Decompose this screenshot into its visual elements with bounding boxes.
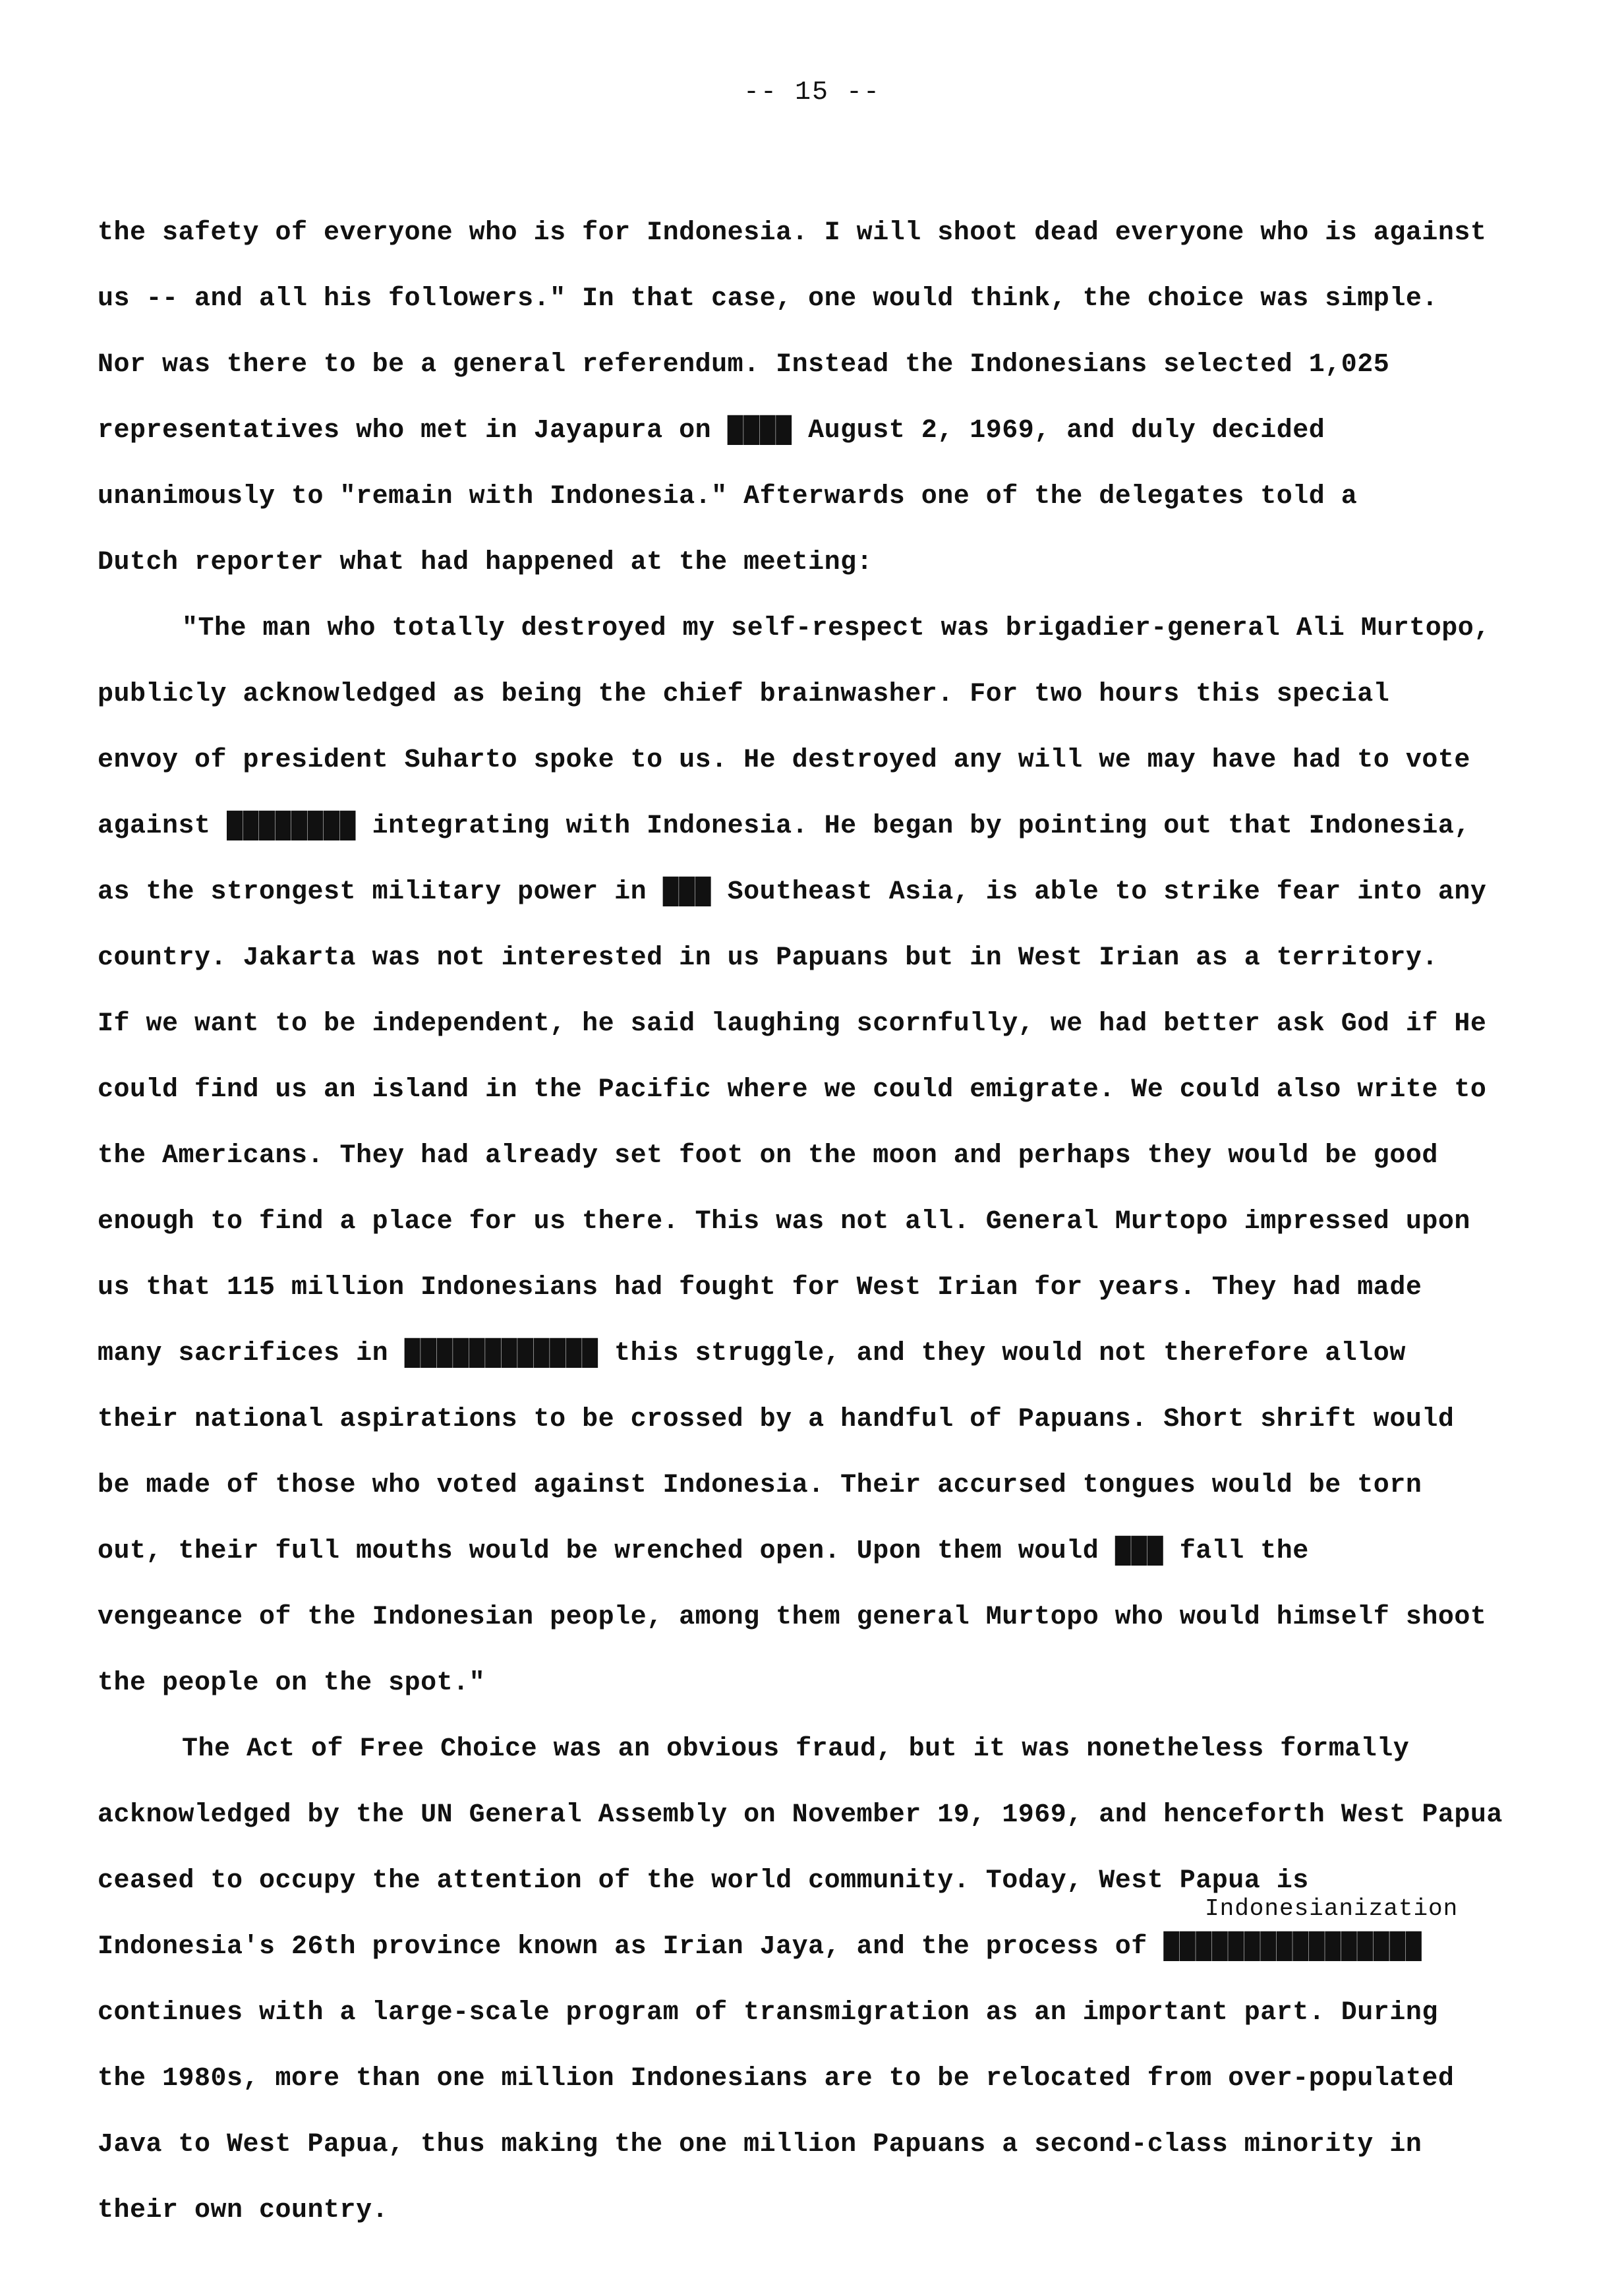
text-line: Indonesia's 26th province known as Irian Jaya, and the process of ████████████████ [98,1932,1422,1962]
text-line: could find us an island in the Pacific where we could emigrate. We could also write to [98,1075,1487,1105]
text-line: the safety of everyone who is for Indonesia. I will shoot dead everyone who is against [98,218,1487,248]
text-line: publicly acknowledged as being the chief brainwasher. For two hours this special [98,680,1390,709]
text-line: ceased to occupy the attention of the world community. Today, West Papua is [98,1866,1309,1896]
text-line: us that 115 million Indonesians had fought for West Irian for years. They had made [98,1273,1422,1303]
text-line: many sacrifices in ████████████ this struggle, and they would not therefore allow [98,1339,1406,1368]
text-line: "The man who totally destroyed my self-respect was brigadier-general Ali Murtopo, [182,614,1490,643]
text-line: the Americans. They had already set foot on the moon and perhaps they would be good [98,1141,1438,1171]
text-line: enough to find a place for us there. This was not all. General Murtopo impressed upon [98,1207,1470,1237]
text-line: the people on the spot." [98,1668,486,1698]
text-line: vengeance of the Indonesian people, among them general Murtopo who would himself shoot [98,1603,1487,1632]
text-line: us -- and all his followers." In that case, one would think, the choice was simple. [98,284,1438,314]
text-line: acknowledged by the UN General Assembly on November 19, 1969, and henceforth West Papua [98,1800,1503,1830]
text-line: their national aspirations to be crossed by a handful of Papuans. Short shrift would [98,1405,1455,1434]
text-line: The Act of Free Choice was an obvious fraud, but it was nonetheless formally [182,1734,1410,1764]
text-line: If we want to be independent, he said laughing scornfully, we had better ask God if He [98,1009,1487,1039]
text-line: continues with a large-scale program of transmigration as an important part. During [98,1998,1438,2028]
text-line: against ████████ integrating with Indonesia. He began by pointing out that Indonesia, [98,811,1470,841]
text-line: be made of those who voted against Indonesia. Their accursed tongues would be torn [98,1471,1422,1500]
text-line: unanimously to "remain with Indonesia." Afterwards one of the delegates told a [98,482,1358,512]
page-number: -- 15 -- [743,78,881,107]
text-line: Dutch reporter what had happened at the meeting: [98,548,873,577]
text-line: as the strongest military power in ███ Southeast Asia, is able to strike fear into any [98,877,1487,907]
handwritten-correction: Indonesianization [1205,1895,1459,1922]
text-line: country. Jakarta was not interested in us Papuans but in West Irian as a territory. [98,943,1438,973]
text-line: Nor was there to be a general referendum. Instead the Indonesians selected 1,025 [98,350,1390,380]
text-line: their own country. [98,2196,389,2225]
text-line: out, their full mouths would be wrenched open. Upon them would ███ fall the [98,1537,1309,1566]
text-line: the 1980s, more than one million Indonesians are to be relocated from over-populated [98,2064,1455,2094]
text-line: representatives who met in Jayapura on ████ August 2, 1969, and duly decided [98,416,1325,446]
text-line: envoy of president Suharto spoke to us. He destroyed any will we may have had to vote [98,746,1470,775]
text-line: Java to West Papua, thus making the one million Papuans a second-class minority in [98,2130,1422,2160]
